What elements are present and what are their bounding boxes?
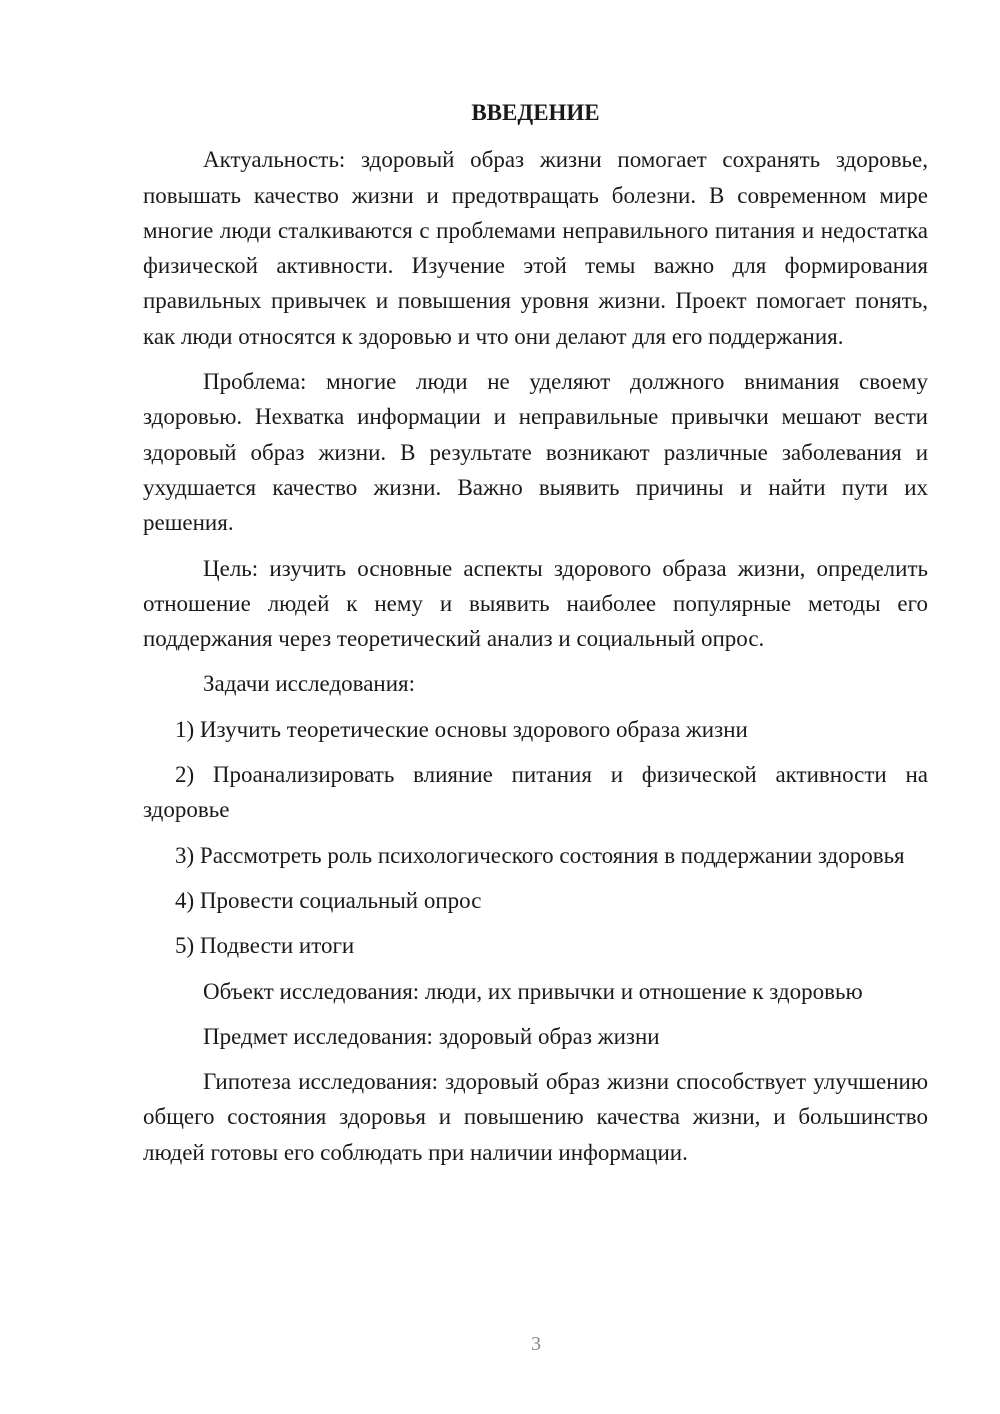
research-subject: Предмет исследования: здоровый образ жизни <box>203 1023 660 1049</box>
task-item-4: 4) Провести социальный опрос <box>175 887 482 913</box>
task-item-1: 1) Изучить теоретические основы здорового образа жизни <box>175 716 748 742</box>
goal-paragraph: Цель: изучить основные аспекты здорового образа жизни, определить отношение людей к нему и выявить наиболее популярные методы его поддержания через теоретический анализ и социальный опрос. <box>143 555 928 652</box>
research-hypothesis: Гипотеза исследования: здоровый образ жизни способствует улучшению общего состояния здоровья и повышению качества жизни, и большинство людей готовы его соблюдать при наличии информации. <box>143 1069 928 1165</box>
research-object: Объект исследования: люди, их привычки и отношение к здоровью <box>203 978 863 1004</box>
problem-paragraph: Проблема: многие люди не уделяют должного внимания своему здоровью. Нехватка информации и неправильные привычки мешают вести здоровый образ жизни. В результате возникают различные заболевания и ухудшается качество жизни. Важно выявить причины и найти пути их решения. <box>143 369 928 536</box>
task-item-2: 2) Проанализировать влияние питания и физической активности на здоровье <box>143 762 928 823</box>
relevance-paragraph: Актуальность: здоровый образ жизни помогает сохранять здоровье, повышать качество жизни и предотвращать болезни. В современном мире многие люди сталкиваются с проблемами неправильного питания и недостатка физической активности. Изучение этой темы важно для формирования правильных привычек и повышения уровня жизни. Проект помогает понять, как люди относятся к здоровью и что они делают для его поддержания. <box>143 147 928 349</box>
task-item-3: 3) Рассмотреть роль психологического состояния в поддержании здоровья <box>175 842 905 868</box>
task-item-5: 5) Подвести итоги <box>175 933 355 959</box>
page-number: 3 <box>531 1333 541 1355</box>
page-title: ВВЕДЕНИЕ <box>471 100 600 125</box>
page-content <box>143 95 928 1180</box>
tasks-heading: Задачи исследования: <box>203 671 416 697</box>
